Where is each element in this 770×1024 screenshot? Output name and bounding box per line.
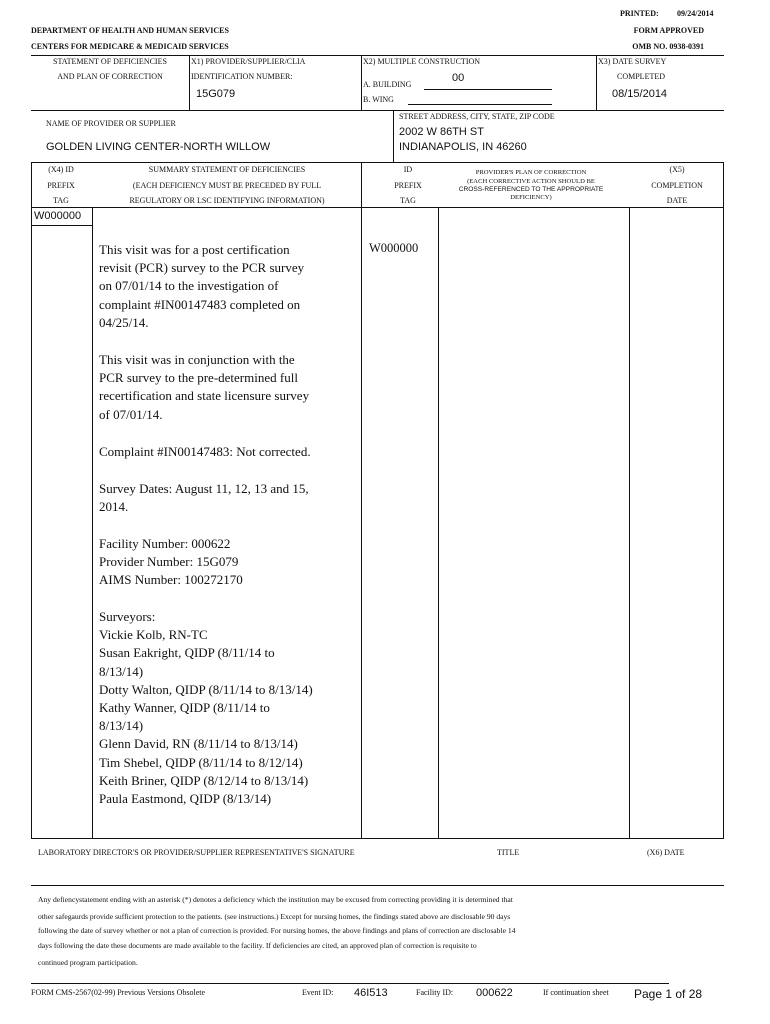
left-tag: W000000	[34, 210, 82, 222]
left-tag-underline	[31, 225, 92, 226]
prefix-label: PREFIX	[394, 181, 422, 190]
event-id-value: 46I513	[354, 987, 388, 999]
plan-header-3: CROSS-REFERENCED TO THE APPROPRIATE	[458, 186, 604, 193]
notice-line-5: continued program participation.	[38, 958, 138, 967]
right-tag: W000000	[369, 241, 419, 255]
x6-date-label: (X6) DATE	[647, 848, 685, 857]
notice-line-1: Any defiencystatement ending with an asterisk (*) denotes a deficiency which the institution may be excused from correcting providing it is determined that	[38, 895, 513, 904]
page-number: Page 1 of 28	[634, 987, 703, 1001]
date-survey-label: X3) DATE SURVEY	[598, 57, 667, 66]
summary-paragraph-3: Complaint #IN00147483: Not corrected.	[99, 444, 311, 459]
table-column-divider	[92, 207, 93, 839]
completion-label: COMPLETION	[651, 181, 703, 190]
date-survey-value: 08/15/2014	[612, 88, 668, 100]
top-grid-top-border	[31, 55, 724, 56]
notice-line-2: other safegaurds provide sufficient protection to the patients. (see instructions.) Except for nursing homes, the findings stated above are disclosable 90 days	[38, 912, 511, 921]
signature-divider	[31, 885, 724, 886]
address-label: STREET ADDRESS, CITY, STATE, ZIP CODE	[399, 112, 555, 121]
grid-divider	[596, 55, 597, 110]
provider-name: GOLDEN LIVING CENTER-NORTH WILLOW	[46, 141, 271, 153]
date-label: DATE	[666, 196, 688, 205]
summary-header-1: SUMMARY STATEMENT OF DEFICIENCIES	[148, 165, 306, 174]
summary-paragraph-2: This visit was in conjunction with the PCR survey to the pre-determined full recertification and state licensure survey of 07/01/14.	[99, 352, 310, 422]
tag-label: TAG	[400, 196, 416, 205]
cms-heading: CENTERS FOR MEDICARE & MEDICAID SERVICES	[31, 42, 229, 51]
x5-label: (X5)	[669, 165, 685, 174]
building-label: A. BUILDING	[363, 80, 412, 89]
department-heading: DEPARTMENT OF HEALTH AND HUMAN SERVICES	[31, 26, 229, 35]
table-column-divider	[629, 207, 630, 839]
statement-label-2: AND PLAN OF CORRECTION	[57, 72, 163, 81]
top-grid-bottom-border	[31, 162, 724, 163]
table-right-border	[723, 162, 724, 839]
table-column-divider	[438, 207, 439, 839]
printed-label: PRINTED:	[620, 9, 659, 18]
provider-id-value: 15G079	[196, 88, 236, 100]
column-header-bottom-border	[31, 207, 724, 208]
id-label: ID	[403, 165, 413, 174]
plan-header-2: (EACH CORRECTIVE ACTION SHOULD BE	[467, 178, 595, 185]
table-left-border	[31, 162, 32, 839]
form-approved: FORM APPROVED	[633, 26, 704, 35]
top-grid-middle-border	[31, 110, 724, 111]
summary-paragraph-4: Survey Dates: August 11, 12, 13 and 15, 2014.	[99, 481, 309, 515]
title-label: TITLE	[497, 848, 520, 857]
table-column-divider	[361, 162, 362, 839]
x4-prefix-label: PREFIX	[47, 181, 75, 190]
address-line-1: 2002 W 86TH ST	[399, 126, 484, 138]
summary-header-3: REGULATORY OR LSC IDENTIFYING INFORMATION)	[129, 196, 325, 205]
statement-label-1: STATEMENT OF DEFICIENCIES	[53, 57, 167, 66]
summary-paragraph-1: This visit was for a post certification revisit (PCR) survey to the PCR survey on 07/01/14 to the investigation of complaint #IN00147483 completed on 04/25/14.	[99, 242, 305, 330]
notice-line-4: days following the date these documents are made available to the facility. If deficiencies are cited, an approved plan of correction is requisite to	[38, 941, 477, 950]
summary-paragraph-5: Facility Number: 000622 Provider Number: 15G079 AIMS Number: 100272170	[99, 536, 243, 588]
notice-line-3: following the date of survey whether or not a plan of correction is provided. For nursing homes, the above findings and plans of correction are disclosable 14	[38, 926, 516, 935]
x4-id-label: (X4) ID	[48, 165, 74, 174]
plan-header-4: DEFICIENCY)	[510, 194, 552, 201]
signature-label: LABORATORY DIRECTOR'S OR PROVIDER/SUPPLIER REPRESENTATIVE'S SIGNATURE	[38, 848, 355, 857]
building-underline	[424, 89, 552, 90]
summary-header-2: (EACH DEFICIENCY MUST BE PRECEDED BY FULL	[132, 181, 322, 190]
summary-paragraph-6: Surveyors: Vickie Kolb, RN-TC Susan Eakright, QIDP (8/11/14 to 8/13/14) Dotty Walton, QIDP (8/11/14 to 8/13/14) Kathy Wanner, QIDP (8/11/14 to 8/13/14) Glenn David, RN (8/11/14 to 8/13/14) Tim Shebel, QIDP (8/11/14 to 8/12/14) Keith Briner, QIDP (8/12/14 to 8/13/14) Paula Eastmond, QIDP (8/13/14)	[99, 609, 313, 807]
completed-label: COMPLETED	[617, 72, 665, 81]
provider-name-label: NAME OF PROVIDER OR SUPPLIER	[46, 119, 176, 128]
provider-id-label: X1) PROVIDER/SUPPLIER/CLIA	[191, 57, 306, 66]
identification-label: IDENTIFICATION NUMBER:	[191, 72, 293, 81]
facility-id-value: 000622	[476, 987, 513, 999]
event-id-label: Event ID:	[302, 988, 334, 997]
x4-tag-label: TAG	[53, 196, 69, 205]
grid-divider	[393, 110, 394, 162]
printed-date: 09/24/2014	[677, 9, 714, 18]
omb-number: OMB NO. 0938-0391	[632, 42, 704, 51]
table-bottom-border	[31, 838, 724, 839]
grid-divider	[361, 55, 362, 110]
address-line-2: INDIANAPOLIS, IN 46260	[399, 141, 527, 153]
facility-id-label: Facility ID:	[416, 988, 454, 997]
grid-divider	[189, 55, 190, 110]
continuation-label: If continuation sheet	[543, 988, 609, 997]
wing-label: B. WING	[363, 95, 394, 104]
wing-underline	[408, 104, 552, 105]
form-number: FORM CMS-2567(02-99) Previous Versions Obsolete	[31, 988, 206, 997]
footer-divider	[31, 983, 669, 984]
building-value: 00	[452, 72, 465, 84]
multiple-construction-label: X2) MULTIPLE CONSTRUCTION	[363, 57, 481, 66]
plan-header-1: PROVIDER'S PLAN OF CORRECTION	[475, 169, 587, 176]
